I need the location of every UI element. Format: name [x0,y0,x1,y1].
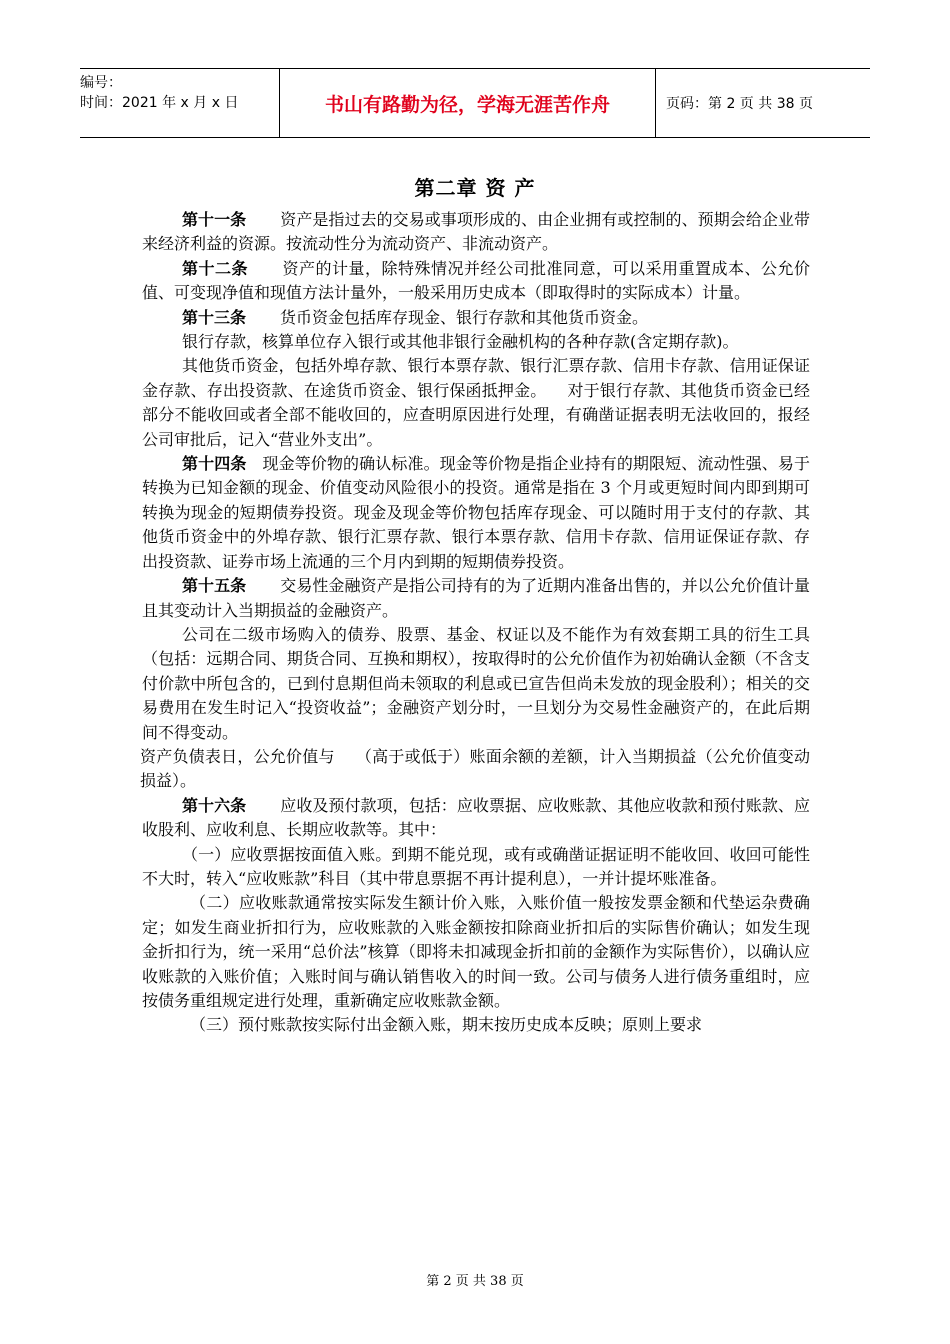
paragraph: 银行存款，核算单位存入银行或其他非银行金融机构的各种存款(含定期存款)。 [182,332,739,352]
article-12 [142,257,810,306]
article-16 [142,794,810,843]
article-text: 应收及预付款项，包括：应收票据、应收账款、其他应收款和预付账款、应收股利、应收利息、长期应收款等。其中： [142,795,810,840]
article-label: 第十五条 [182,576,247,596]
chapter-title: 第二章 资 产 [414,176,536,200]
paragraph: （二）应收账款通常按实际发生额计价入账，入账价值一般按发票金额和代垫运杂费确定；如发生商业折扣行为，应收账款的入账金额按扣除商业折扣后的实际售价确认；如发生现金折扣行为，统一采用“总价法”核算（即将未扣减现金折扣前的金额作为实际售价），以确认应收账款的入账价值；入账时间与确认销售收入的时间一致。公司与债务人进行债务重组时，应按债务重组规定进行处理，重新确定应收账款金额。 [142,893,810,1010]
article-text: 现金等价物的确认标准。现金等价物是指企业持有的期限短、流动性强、易于转换为已知金额的现金、价值变动风险很小的投资。通常是指在 3 个月或更短时间内即到期可转换为现金的短期债券投资。现金及现金等价物包括库存现金、可以随时用于支付的存款、其他货币资金中的外埠存款、银行汇票存款、银行本票存款、信用卡存款、信用证保证存款、存出投资款、证券市场上流通的三个月内到期的短期债券投资。 [142,454,810,571]
article-text: 交易性金融资产是指公司持有的为了近期内准备出售的，并以公允价值计量且其变动计入当期损益的金融资产。 [142,576,810,620]
article-label: 第十三条 [182,307,247,327]
paragraph: 资产负债表日，公允价值与 （高于或低于）账面余额的差额，计入当期损益（公允价值变动损益）。 [140,746,810,791]
paragraph: （三）预付账款按实际付出金额入账，期末按历史成本反映；原则上要求 [190,1015,703,1035]
header-motto: 书山有路勤为径，学海无涯苦作舟 [280,69,656,137]
header-page-info: 页码：第 2 页 共 38 页 [666,96,813,112]
page-footer: 第 2 页 共 38 页 [426,1274,524,1289]
article-text: 货币资金包括库存现金、银行存款和其他货币资金。 [280,307,649,327]
article-label: 第十二条 [182,258,248,278]
article-11 [142,208,810,257]
paragraph: 公司在二级市场购入的债券、股票、基金、权证以及不能作为有效套期工具的衍生工具（包括：远期合同、期货合同、互换和期权），按取得时的公允价值作为初始确认金额（不含支付价款中所包含的，已到付息期但尚未领取的利息或已宣告但尚未发放的现金股利）；相关的交易费用在发生时记入“投资收益”；金融资产划分时，一旦划分为交易性金融资产的，在此后期间不得变动。 [142,624,810,742]
article-text: 资产是指过去的交易或事项形成的、由企业拥有或控制的、预期会给企业带来经济利益的资源。按流动性分为流动资产、非流动资产。 [142,210,810,254]
page-header [80,68,870,138]
article-text: 资产的计量，除特殊情况并经公司批准同意，可以采用重置成本、公允价值、可变现净值和现值方法计量外，一般采用历史成本（即取得时的实际成本）计量。 [142,258,810,303]
article-label: 第十四条 [182,454,247,474]
paragraph: （一）应收票据按面值入账。到期不能兑现，或有或确凿证据证明不能收回、收回可能性不大时，转入“应收账款”科目（其中带息票据不再计提利息），一并计提坏账准备。 [142,844,810,888]
article-label: 第十一条 [182,210,247,229]
header-meta [80,69,280,137]
article-13 [142,306,810,330]
article-15 [142,574,810,623]
time-label: 时间：2021 年 x 月 x 日 [80,95,239,111]
article-label: 第十六条 [182,795,247,815]
number-label: 编号： [80,75,122,91]
paragraph: 其他货币资金，包括外埠存款、银行本票存款、银行汇票存款、信用卡存款、信用证保证金存款、存出投资款、在途货币资金、银行保函抵押金。 对于银行存款、其他货币资金已经部分不能收回或者全部不能收回的，应查明原因进行处理，有确凿证据表明无法收回的，报经公司审批后，记入“营业外支出”。 [142,356,810,449]
article-14 [142,452,810,574]
document-body [142,208,810,1038]
